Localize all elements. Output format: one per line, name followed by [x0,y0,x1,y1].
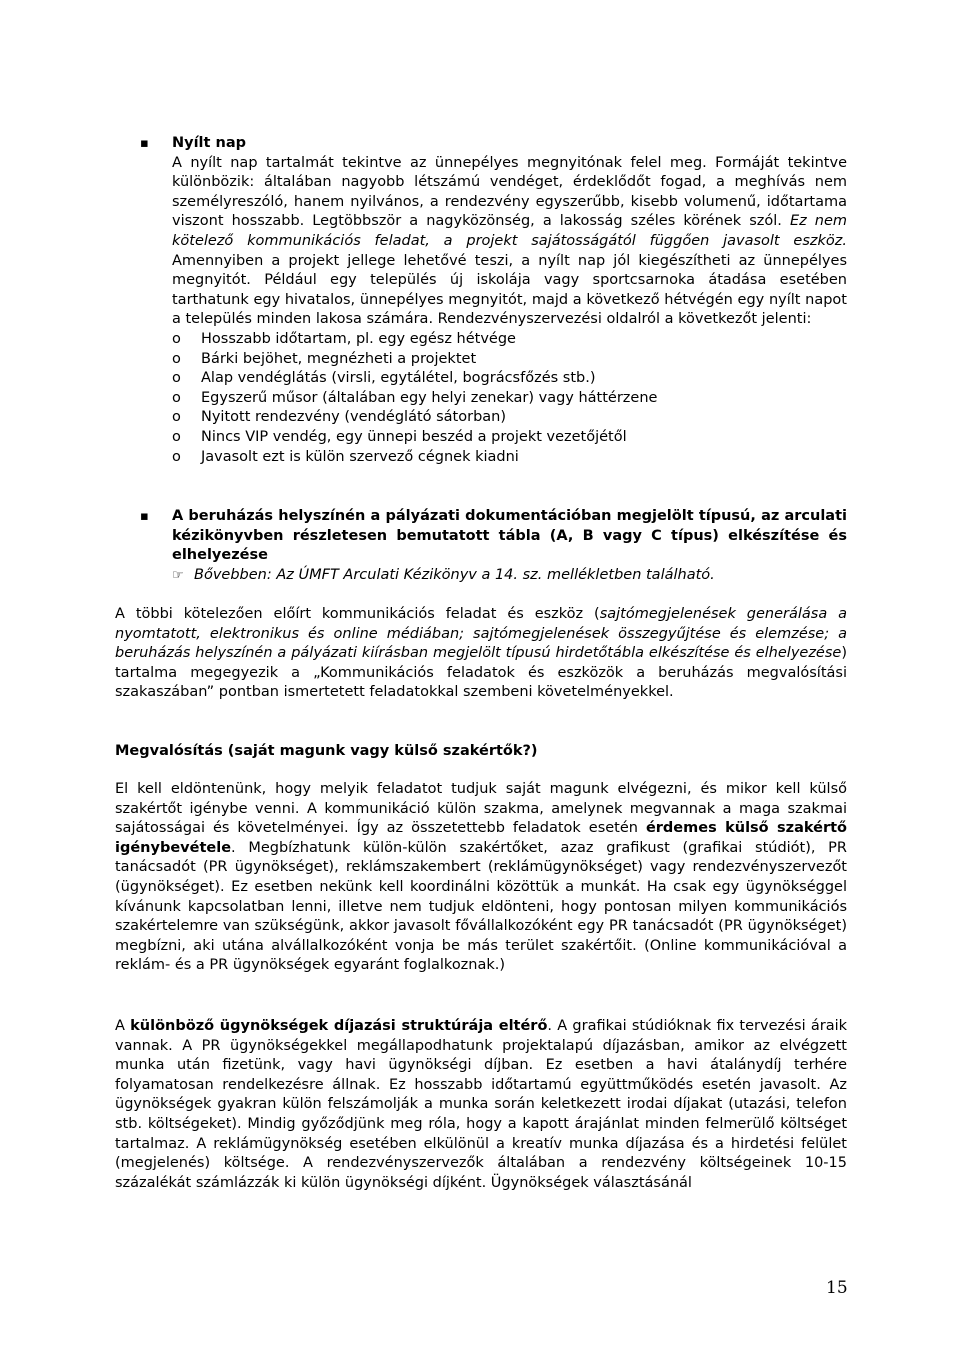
section-title: A beruházás helyszínén a pályázati dokumentációban megjelölt típusú, az arculati kézikönyvben részletesen bemutatott tábla (A, B vagy C típus) elkészítése és elhelyezése [172,508,847,564]
list-item-text: Nyitott rendezvény (vendéglátó sátorban) [201,409,507,426]
section-title: Nyílt nap [172,135,246,151]
list-marker: o [172,389,181,406]
list-marker: o [172,428,181,445]
list-item [172,330,847,350]
list-item [172,389,847,409]
list-item-text: Hosszabb időtartam, pl. egy egész hétvége [201,330,516,347]
text-run: A nyílt nap tartalmát tekintve az ünnepélyes megnyitónak felel meg. Formáját tekintve különbözik: általában nagyobb létszámú vendéget, érdeklődőt fogad, a meghívás nem személyreszóló, hanem nyilvános, a rendezvény egyszerűbb, kisebb volumenű, időtartama viszont hosszabb. Legtöbbször a nagyközönség, a lakosság széles körének szól. [172,154,847,230]
text-run: Amennyiben a projekt jellege lehetővé teszi, a nyílt nap jól kiegészítheti az ünnepélyes megnyitót. Például egy település új iskolája vagy sportcsarnoka átadása esetében tarthatunk egy hivatalos, ünnepélyes megnyitót, majd a következő hétvégén egy nyílt napot a település minden lakosa számára. Rendezvényszervezési oldalról a következőt jelenti: [172,252,847,328]
note-text: Bővebben: Az ÚMFT Arculati Kézikönyv a 14. sz. mellékletben található. [194,566,715,583]
section-open-day [172,134,847,467]
list-item-text: Nincs VIP vendég, egy ünnepi beszéd a projekt vezetőjétől [201,428,627,445]
text-run: A többi kötelezően előírt kommunikációs feladat és eszköz ( [115,606,600,622]
list-item [172,408,847,428]
list-item-text: Alap vendéglátás (virsli, egytálétel, bográcsfőzés stb.) [201,370,596,387]
text-run: El kell eldöntenünk, hogy melyik feladatot tudjuk saját magunk elvégezni, és mikor kell külső szakértőt igénybe venni. A kommunikáció külön szakma, amelynek megvannak a maga szakmai sajátosságai és követelményei. Így az összetettebb feladatok esetén [115,781,847,837]
note-line [172,566,847,586]
bullet-marker: ▪ [140,509,149,524]
list-item-text: Javasolt ezt is külön szervező cégnek kiadni [201,448,519,465]
section-paragraph [172,154,847,330]
paragraph [115,605,847,703]
list-marker: o [172,448,181,465]
list-item [172,428,847,448]
list-marker: o [172,370,181,387]
text-run: . A grafikai stúdióknak fix tervezési áraik vannak. A PR ügynökségekkel megállapodhatunk projektalapú díjazásban, amikor az elvégzett munka után fizetünk, vagy havi ügynökségi díjban. Ez esetben a havi átalánydíj terhére folyamatosan rendelkezésre állnak. Ez hosszabb időtartamú együttműködés esetén javasolt. Az ügynökségek gyakran külön felszámolják a munka során keletkezett irodai díjakat (utazási, telefon stb. költségeket). Mindig győződjünk meg róla, hogy a kapott árajánlat minden felmerülő költséget tartalmaz. A reklámügynökség esetében elkülönül a kreatív munka díjazása és a hirdetési felület (megjelenés) költsége. A rendezvényszervezők általában a rendezvény költségeinek 10-15 százalékát számlázzák ki külön ügynökségi díjként. Ügynökségek választásánál [115,1018,848,1191]
text-run: ) tartalma megegyezik a „Kommunikációs feladatok és eszközök a beruházás megvalósítási szakaszában” pontban ismertetett feladatokkal szembeni követelményekkel. [115,645,847,701]
bold-run: különböző ügynökségek díjazási struktúrája eltérő [130,1018,548,1034]
italic-run: sajtómegjelenések generálása a nyomtatott, elektronikus és online médiában; sajtómegjelenések összegyűjtése és elemzése; a beruházás helyszínén a pályázati kiírásban megjelölt típusú hirdetőtábla elkészítése és elhelyezése [115,606,848,662]
list-item-text: Egyszerű műsor (általában egy helyi zenekar) vagy háttérzene [201,389,658,406]
page-number: 15 [826,1278,848,1298]
list-item [172,448,847,468]
list-marker: o [172,409,181,426]
list-marker: o [172,350,181,367]
paragraph [115,1017,847,1193]
list-marker: o [172,330,181,347]
text-run: A [115,1018,131,1034]
list-item [172,350,847,370]
bullet-marker: ▪ [140,136,149,151]
text-run: . Megbízhatunk külön-külön szakértőket, azaz grafikust (grafikai stúdiót), PR tanácsadót (PR ügynökséget), reklámszakembert (reklámügynökséget) vagy rendezvényszervezőt (ügynökséget). Ez esetben nekünk kell koordinálni közöttük a munkát. Ha csak egy ügynökséggel kívánunk kapcsolatban lenni, illetve nem tudjuk eldönteni, hogy pontosan milyen kommunikációs szakértelemre van szükségünk, akkor javasolt fővállalkozóként egy PR tanácsadót (PR ügynökséget) megbízni, aki utána alvállalkozóként vonja be más terület szakértőit. (Online kommunikációval a reklám- és a PR ügynökségek egyaránt foglalkoznak.) [115,839,847,974]
sub-list [172,330,847,467]
list-item-text: Bárki bejöhet, megnézheti a projektet [201,350,477,367]
pointing-hand-icon: ☞ [172,567,184,583]
bold-run: érdemes külső szakértő igénybevétele [115,820,848,856]
list-item [172,369,847,389]
section-sign [172,507,847,585]
italic-run: Ez nem kötelező kommunikációs feladat, a projekt sajátosságától függően javasolt eszköz. [172,213,847,249]
section-heading: Megvalósítás (saját magunk vagy külső szakértők?) [115,743,538,759]
paragraph [115,780,847,976]
